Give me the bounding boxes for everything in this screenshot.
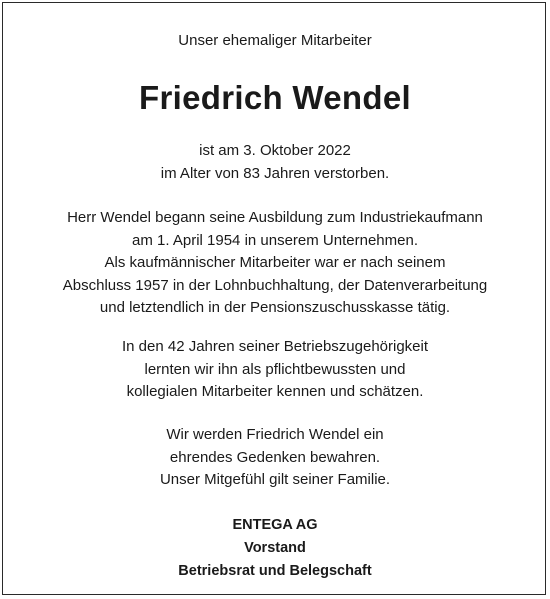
signature-block: [0, 514, 550, 583]
tribute-line: kollegialen Mitarbeiter kennen und schätzen.: [126, 383, 424, 400]
name-text: Friedrich Wendel: [139, 79, 411, 116]
remembrance-line: Wir werden Friedrich Wendel ein: [166, 426, 384, 443]
career-line: Abschluss 1957 in der Lohnbuchhaltung, der Datenverarbeitung: [62, 276, 488, 294]
signatory-board: Vorstand: [244, 540, 306, 556]
career-line: am 1. April 1954 in unserem Unternehmen.: [132, 231, 418, 249]
notice-heading: [0, 31, 550, 51]
remembrance-line: ehrendes Gedenken bewahren.: [169, 448, 381, 466]
career-line: Als kaufmännischer Mitarbeiter war er nach seinem: [104, 254, 446, 271]
deceased-name: [0, 77, 550, 119]
remembrance-paragraph: [0, 424, 550, 492]
heading-text: Unser ehemaliger Mitarbeiter: [178, 32, 372, 49]
signatory-staff: Betriebsrat und Belegschaft: [178, 563, 372, 579]
death-info: [0, 140, 550, 185]
remembrance-line: Unser Mitgefühl gilt seiner Familie.: [159, 471, 391, 488]
tribute-line: lernten wir ihn als pflichtbewussten und: [144, 360, 406, 378]
tribute-line: In den 42 Jahren seiner Betriebszugehörigkeit: [121, 338, 429, 355]
career-paragraph: [0, 207, 550, 320]
company-name: ENTEGA AG: [232, 517, 318, 533]
tribute-paragraph: [0, 336, 550, 404]
death-info-line: im Alter von 83 Jahren verstorben.: [160, 164, 390, 182]
career-line: Herr Wendel begann seine Ausbildung zum Industriekaufmann: [67, 209, 483, 226]
death-info-line: ist am 3. Oktober 2022: [199, 142, 351, 159]
career-line: und letztendlich in der Pensionszuschusskasse tätig.: [99, 299, 451, 316]
